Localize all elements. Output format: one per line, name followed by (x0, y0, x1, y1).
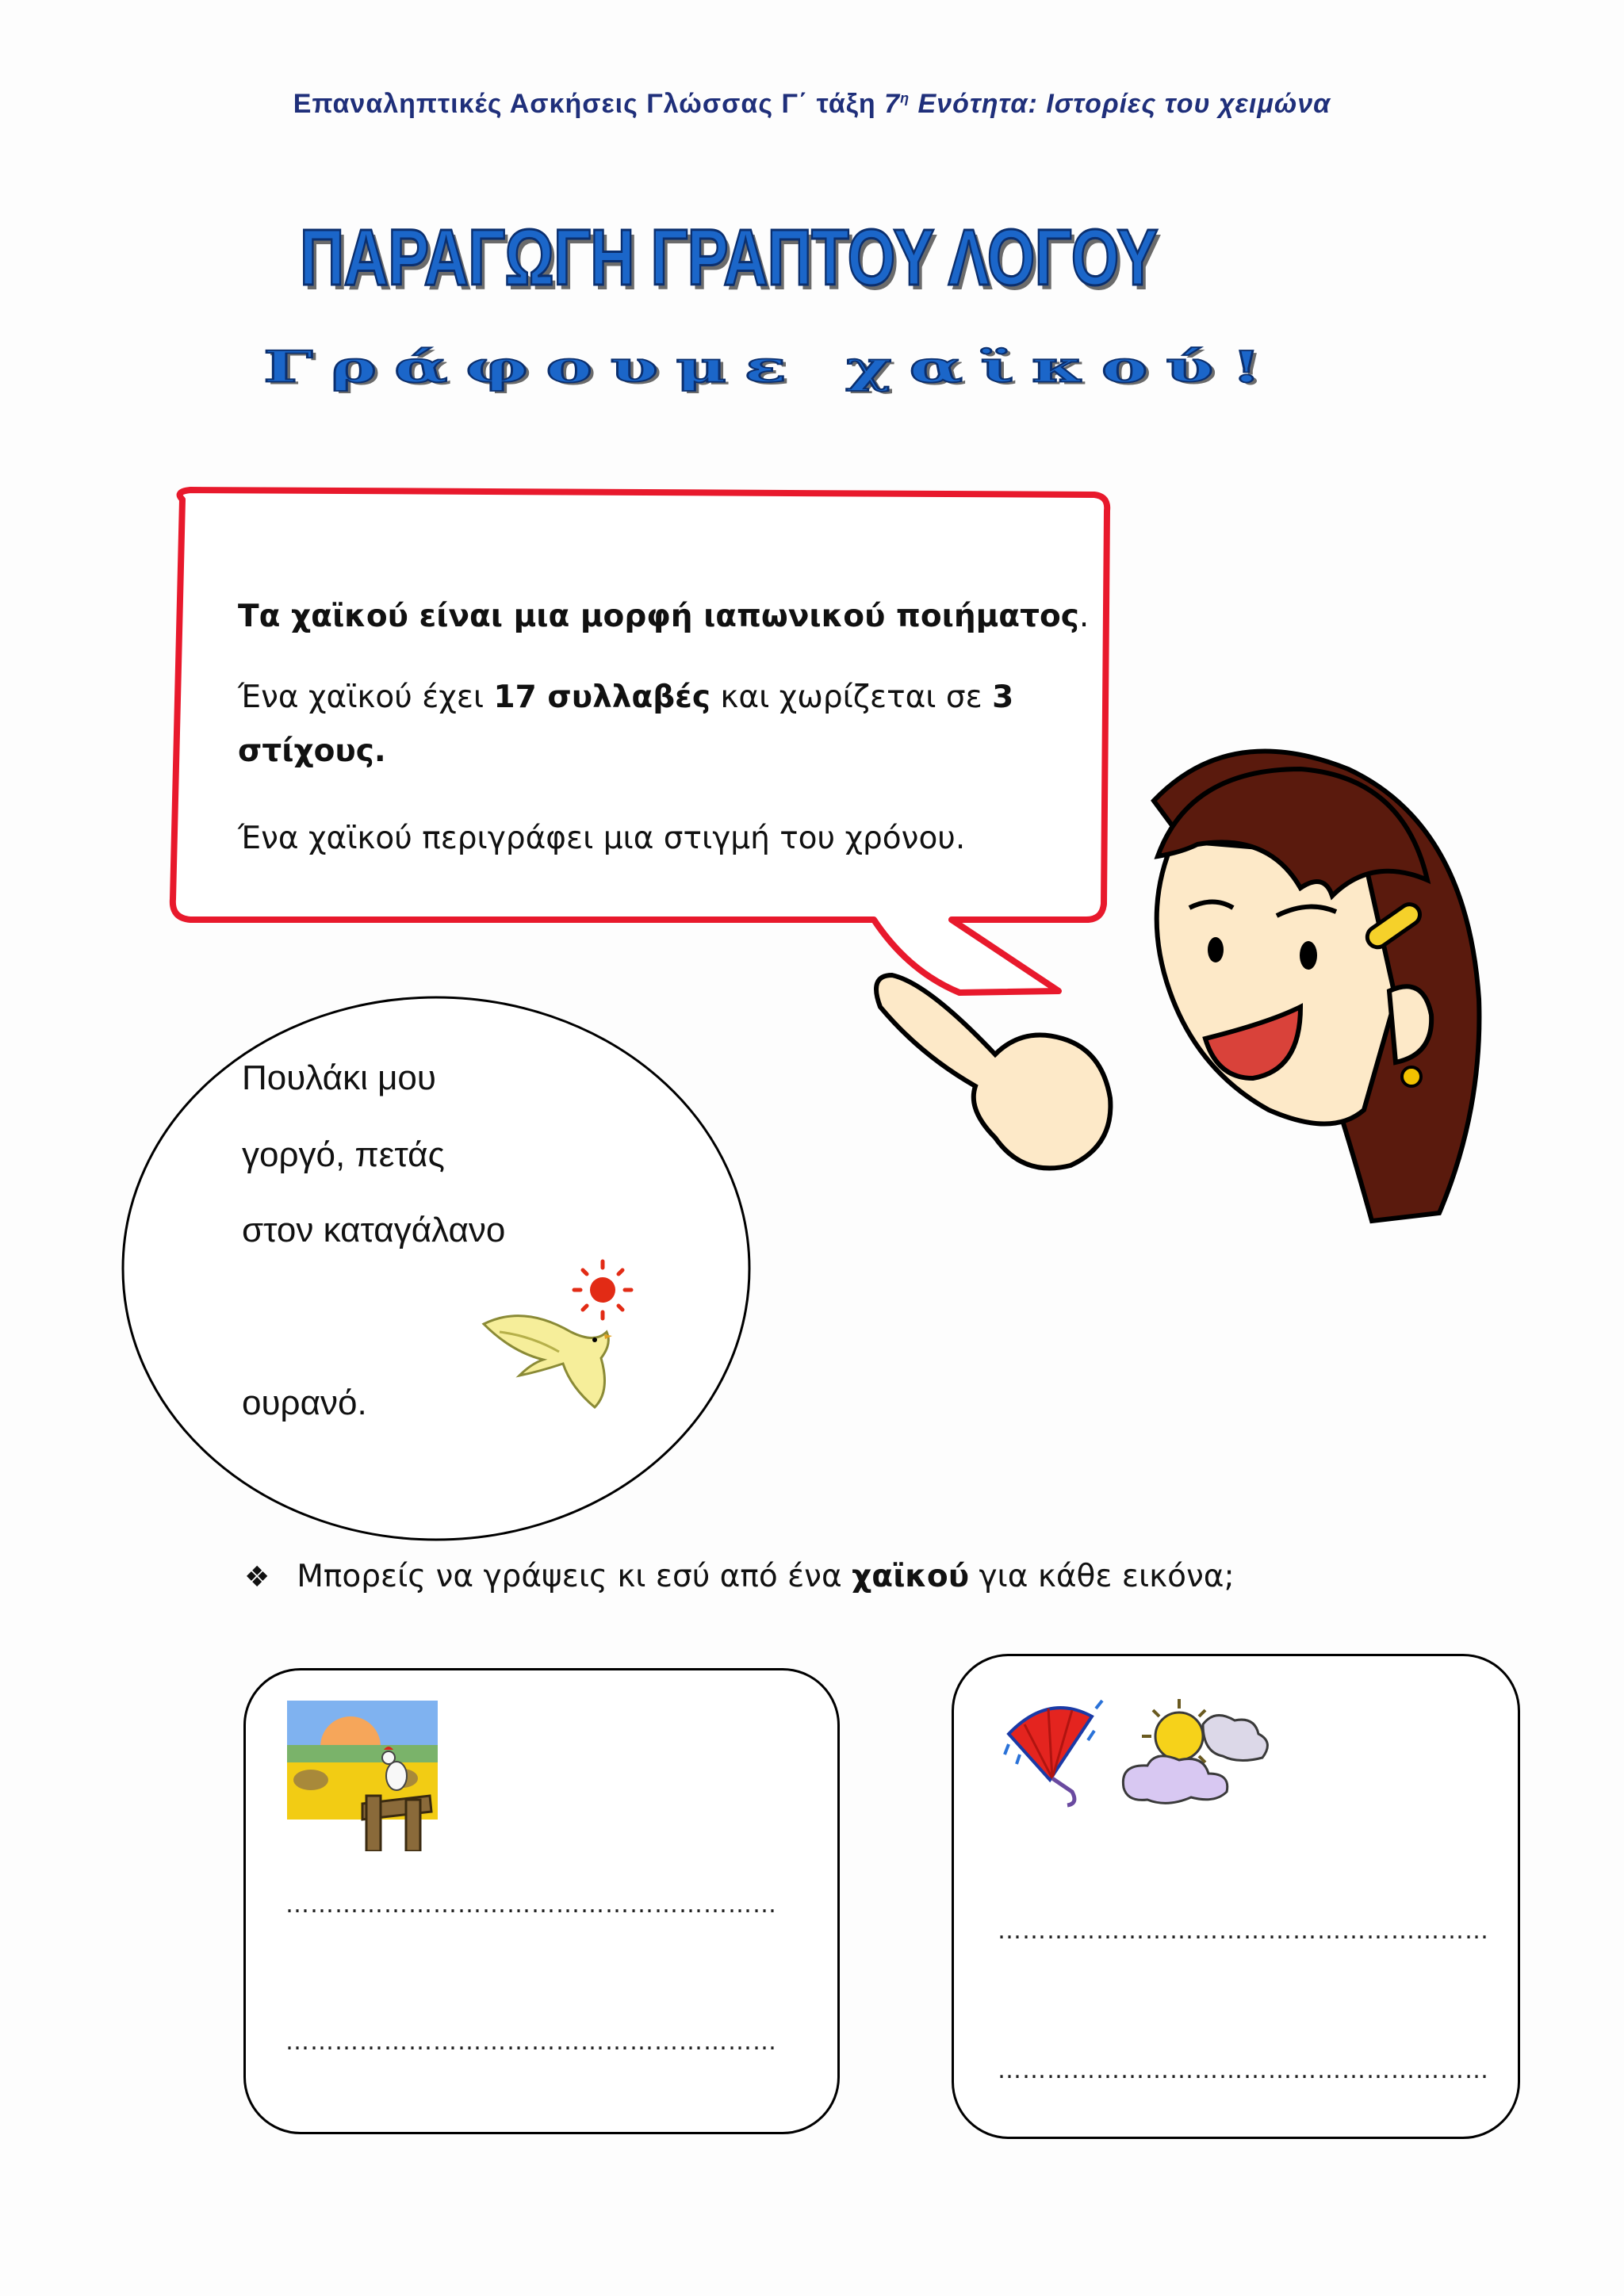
poem-line-3: στον καταγάλανο (242, 1211, 506, 1249)
answer-line-right-2[interactable]: …………………………………………………… (998, 2057, 1489, 2084)
question: ❖ Μπορείς να γράψεις κι εσύ από ένα χαϊκού για κάθε εικόνα; (244, 1559, 1235, 1594)
info-line-1: Τα χαϊκού είναι μια μορφή ιαπωνικού ποιήματος. (238, 599, 1090, 634)
info-line-2: Ένα χαϊκού έχει 17 συλλαβές και χωρίζεται σε 3 (238, 679, 1014, 715)
answer-line-left-1[interactable]: …………………………………………………… (285, 1891, 777, 1919)
header-unit: $7^\eta$ Ενότητα: Ιστορίες του χειμώνα (884, 89, 1331, 119)
answer-line-right-1[interactable]: …………………………………………………… (998, 1917, 1489, 1945)
info-line-4: Ένα χαϊκού περιγράφει μια στιγμή του χρόνου. (238, 821, 966, 856)
page-header (0, 89, 1624, 120)
header-prefix: Επαναληπτικές Ασκήσεις Γλώσσας Γ΄ τάξη (293, 89, 885, 119)
umbrella-icon (1005, 1701, 1102, 1805)
poem-line-4: ουρανό. (242, 1383, 367, 1422)
farm-rooster-icon (287, 1701, 438, 1851)
answer-line-left-2[interactable]: …………………………………………………… (285, 2028, 777, 2056)
poem-line-1: Πουλάκι μου (242, 1058, 436, 1097)
page-title: ΠΑΡΑΓΩΓΗ ΓΡΑΠΤΟΥ ΛΟΓΟΥ (300, 213, 1158, 302)
poem-line-2: γοργό, πετάς (242, 1135, 445, 1174)
diamond-bullet-icon: ❖ (244, 1561, 270, 1594)
bird-icon (476, 1257, 650, 1415)
page-subtitle: Γράφουμε χαϊκού! (263, 341, 1280, 392)
weather-icons (1001, 1685, 1286, 1812)
sun-cloud-icon (1123, 1699, 1267, 1803)
teacher-illustration (856, 737, 1491, 1245)
info-line-3: στίχους. (238, 733, 386, 769)
sun-icon (574, 1261, 631, 1318)
